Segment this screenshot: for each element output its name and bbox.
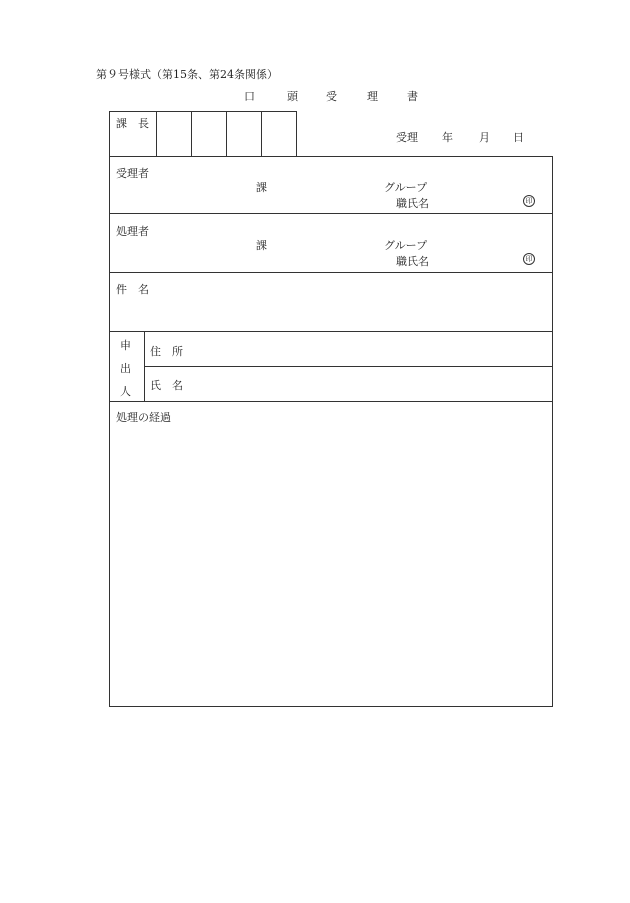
seal-icon: 印 bbox=[523, 195, 535, 207]
handler-group-label: グループ bbox=[384, 239, 428, 252]
row-divider bbox=[109, 272, 553, 273]
receipt-date-label: 受理 bbox=[396, 131, 418, 144]
receiver-group-label: グループ bbox=[384, 181, 428, 194]
applicant-divider bbox=[144, 331, 145, 401]
approval-divider bbox=[156, 111, 157, 157]
kacho-label: 課 長 bbox=[116, 117, 149, 130]
handler-name-label: 職氏名 bbox=[396, 255, 429, 268]
row-divider bbox=[109, 331, 553, 332]
form-frame bbox=[109, 156, 553, 707]
seal-icon: 印 bbox=[523, 253, 535, 265]
applicant-label-char: 人 bbox=[120, 385, 131, 398]
applicant-name-label: 氏 名 bbox=[150, 379, 183, 392]
title-char: 頭 bbox=[287, 90, 298, 103]
applicant-label-char: 申 bbox=[120, 339, 131, 352]
receiver-name-label: 職氏名 bbox=[396, 197, 429, 210]
receiver-label: 受理者 bbox=[116, 167, 149, 180]
subject-label: 件 名 bbox=[116, 283, 149, 296]
row-divider bbox=[109, 213, 553, 214]
receiver-section-label: 課 bbox=[256, 181, 267, 194]
title-char: 口 bbox=[244, 90, 255, 103]
receipt-day: 日 bbox=[513, 131, 524, 144]
row-divider bbox=[109, 401, 553, 402]
applicant-address-label: 住 所 bbox=[150, 345, 183, 358]
row-divider bbox=[144, 366, 553, 367]
progress-label: 処理の経過 bbox=[116, 411, 171, 424]
applicant-label-char: 出 bbox=[120, 362, 131, 375]
approval-divider bbox=[261, 111, 262, 157]
handler-section-label: 課 bbox=[256, 239, 267, 252]
receipt-year: 年 bbox=[442, 131, 453, 144]
approval-divider bbox=[226, 111, 227, 157]
form-number: 第９号様式（第15条、第24条関係） bbox=[96, 68, 278, 81]
title-char: 書 bbox=[407, 90, 418, 103]
handler-label: 処理者 bbox=[116, 225, 149, 238]
approval-divider bbox=[191, 111, 192, 157]
receipt-month: 月 bbox=[479, 131, 490, 144]
title-char: 理 bbox=[367, 90, 378, 103]
title-char: 受 bbox=[326, 90, 337, 103]
